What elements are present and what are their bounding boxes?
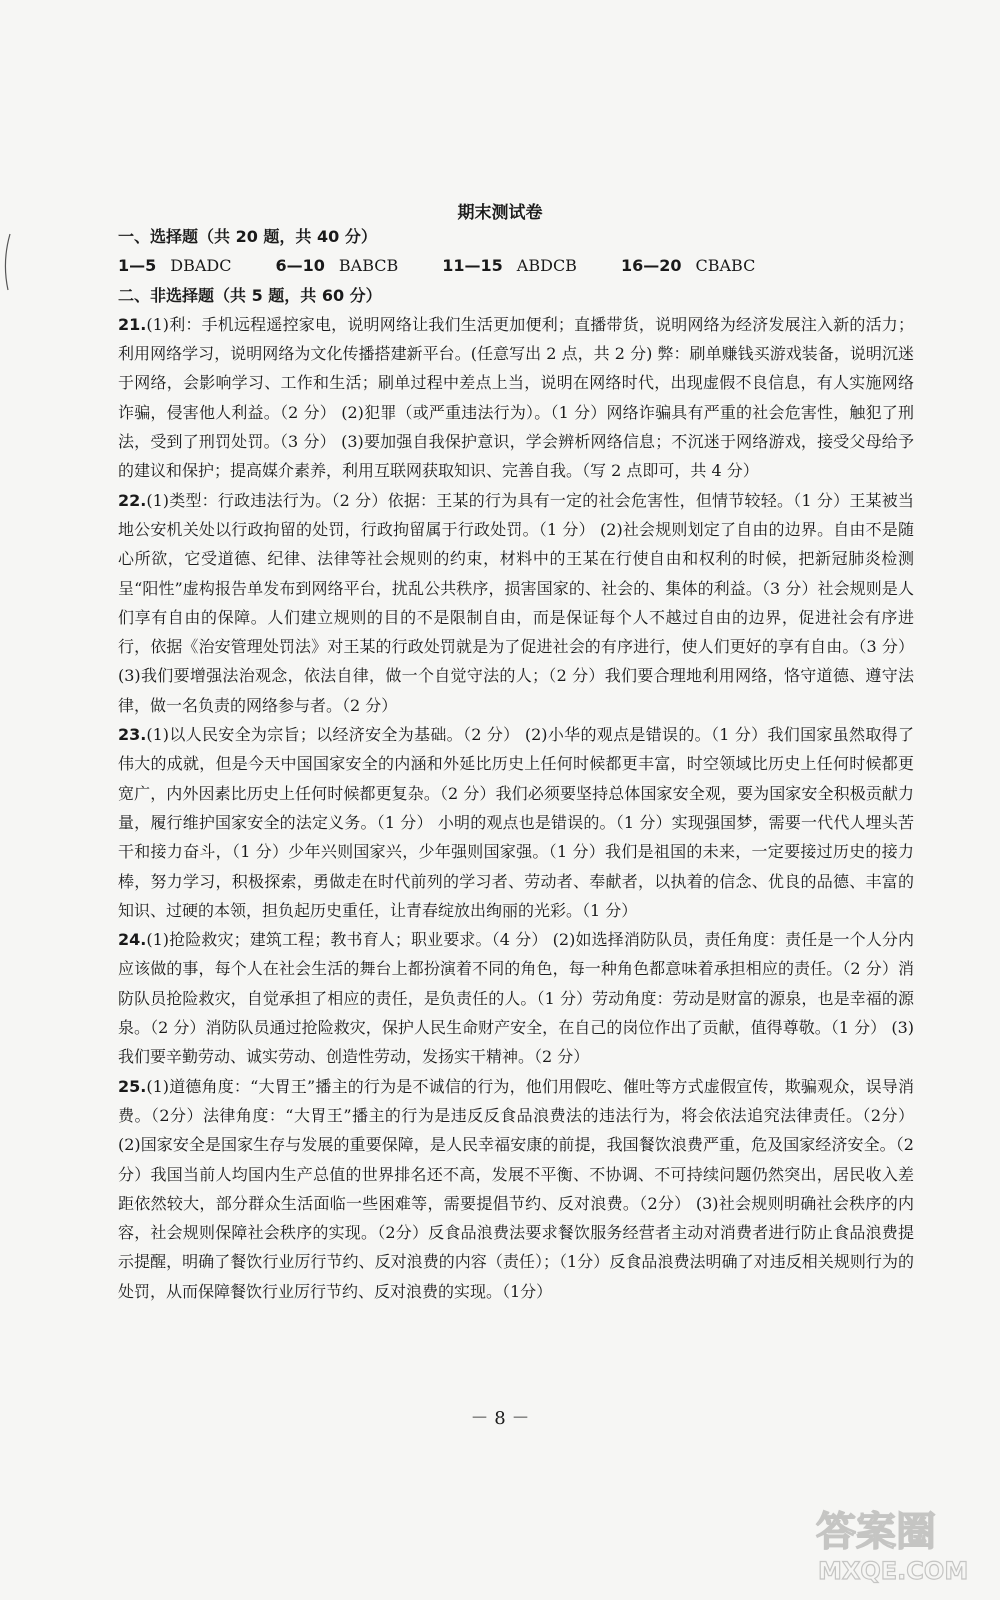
- question-number: 21.: [118, 314, 147, 334]
- page-title: 期末测试卷: [457, 203, 543, 223]
- section-heading-nonchoice: 二、非选择题（共 5 题，共 60 分）: [118, 285, 382, 305]
- question-answer-22: [118, 486, 914, 720]
- question-number: 23.: [118, 725, 147, 745]
- choice-range: 11—15: [442, 256, 503, 276]
- choice-answers-row: [118, 251, 914, 280]
- svg-text:MXQE.COM: MXQE.COM: [818, 1557, 969, 1585]
- question-answer-21: [118, 310, 914, 486]
- choice-value: ABDCB: [516, 256, 577, 276]
- question-text: (1)类型：行政违法行为。（2 分）依据：王某的行为具有一定的社会危害性，但情节较轻。（1 分）王某被当地公安机关处以行政拘留的处罚，行政拘留属于行政处罚。（1 分） (2)社会规则划定了自由的边界。自由不是随心所欲，它受道德、纪律、法律等社会规则的约束，材料中的王某在行使自由和权利的时候，把新冠肺炎检测呈“阳性”虚构报告单发布到网络平台，扰乱公共秩序，损害国家的、社会的、集体的利益。（3 分）社会规则是人们享有自由的保障。人们建立规则的目的不是限制自由，而是保证每个人不越过自由的边界，促进社会有序进行，依据《治安管理处罚法》对王某的行政处罚就是为了促进社会的有序进行，使人们更好的享有自由。（3 分） (3)我们要增强法治观念，依法自律，做一个自觉守法的人；（2 分）我们要合理地利用网络，恪守道德、遵守法律，做一名负责的网络参与者。（2 分）: [118, 490, 914, 715]
- question-text: (1)以人民安全为宗旨；以经济安全为基础。（2 分） (2)小华的观点是错误的。（1 分）我们国家虽然取得了伟大的成就，但是今天中国国家安全的内涵和外延比历史上任何时候都更丰富，时空领域比历史上任何时候都更宽广，内外因素比历史上任何时候都更复杂。（2 分）我们必须要坚持总体国家安全观，要为国家安全积极贡献力量，履行维护国家安全的法定义务。（1 分） 小明的观点也是错误的。（1 分）实现强国梦，需要一代代人埋头苦干和接力奋斗，（1 分）少年兴则国家兴，少年强则国家强。（1 分）我们是祖国的未来，一定要接过历史的接力棒，努力学习，积极探索，勇做走在时代前列的学习者、劳动者、奉献者，以执着的信念、优良的品德、丰富的知识、过硬的本领，担负起历史重任，让青春绽放出绚丽的光彩。（1 分）: [118, 725, 914, 920]
- question-answer-25: [118, 1072, 914, 1306]
- question-answer-24: [118, 925, 914, 1071]
- question-number: 25.: [118, 1076, 147, 1096]
- site-watermark-logo: [812, 1497, 982, 1587]
- scan-edge-mark: [0, 232, 14, 292]
- question-number: 22.: [118, 490, 147, 510]
- choice-answer-group: [621, 251, 755, 280]
- choice-answer-group: [275, 251, 398, 280]
- choice-value: BABCB: [338, 256, 399, 276]
- page-number: － 8 －: [470, 1408, 530, 1429]
- svg-text:答案圈: 答案圈: [816, 1509, 936, 1555]
- choice-range: 6—10: [275, 256, 325, 276]
- choice-answer-group: [118, 251, 231, 280]
- question-text: (1)利：手机远程遥控家电，说明网络让我们生活更加便利；直播带货，说明网络为经济发展注入新的活力；利用网络学习，说明网络为文化传播搭建新平台。(任意写出 2 点，共 2 分) 弊：刷单赚钱买游戏装备，说明沉迷于网络，会影响学习、工作和生活；刷单过程中差点上当，说明在网络时代，出现虚假不良信息，有人实施网络诈骗，侵害他人利益。（2 分） (2)犯罪（或严重违法行为）。（1 分）网络诈骗具有严重的社会危害性，触犯了刑法，受到了刑罚处罚。（3 分） (3)要加强自我保护意识，学会辨析网络信息；不沉迷于网络游戏，接受父母给予的建议和保护；提高媒介素养，利用互联网获取知识、完善自我。（写 2 点即可，共 4 分）: [118, 314, 914, 481]
- question-text: (1)道德角度：“大胃王”播主的行为是不诚信的行为，他们用假吃、催吐等方式虚假宣传，欺骗观众，误导消费。（2分）法律角度：“大胃王”播主的行为是违反反食品浪费法的违法行为，将会依法追究法律责任。（2分） (2)国家安全是国家生存与发展的重要保障，是人民幸福安康的前提，我国餐饮浪费严重，危及国家经济安全。（2分）我国当前人均国内生产总值的世界排名还不高，发展不平衡、不协调、不可持续问题仍然突出，居民收入差距依然较大，部分群众生活面临一些困难等，需要提倡节约、反对浪费。（2分） (3)社会规则明确社会秩序的内容，社会规则保障社会秩序的实现。（2分）反食品浪费法要求餐饮服务经营者主动对消费者进行防止食品浪费提示提醒，明确了餐饮行业厉行节约、反对浪费的内容（责任）；（1分）反食品浪费法明确了对违反相关规则行为的处罚，从而保障餐饮行业厉行节约、反对浪费的实现。（1分）: [118, 1076, 914, 1301]
- section-heading-choice: 一、选择题（共 20 题，共 40 分）: [118, 227, 377, 246]
- question-answer-23: [118, 720, 914, 925]
- choice-answer-group: [442, 251, 577, 280]
- choice-range: 16—20: [620, 256, 682, 276]
- question-number: 24.: [118, 930, 147, 950]
- choice-value: DBADC: [170, 256, 232, 276]
- answer-content: [118, 222, 914, 1306]
- question-text: (1)抢险救灾；建筑工程；教书育人；职业要求。（4 分） (2)如选择消防队员，责任角度：责任是一个人分内应该做的事，每个人在社会生活的舞台上都扮演着不同的角色，每一种角色都意味着承担相应的责任。（2 分）消防队员抢险救灾，自觉承担了相应的责任，是负责任的人。（1 分）劳动角度：劳动是财富的源泉，也是幸福的源泉。（2 分）消防队员通过抢险救灾，保护人民生命财产安全，在自己的岗位作出了贡献，值得尊敬。（1 分） (3)我们要辛勤劳动、诚实劳动、创造性劳动，发扬实干精神。（2 分）: [118, 930, 914, 1067]
- choice-range: 1—5: [118, 256, 157, 276]
- choice-value: CBABC: [695, 256, 756, 276]
